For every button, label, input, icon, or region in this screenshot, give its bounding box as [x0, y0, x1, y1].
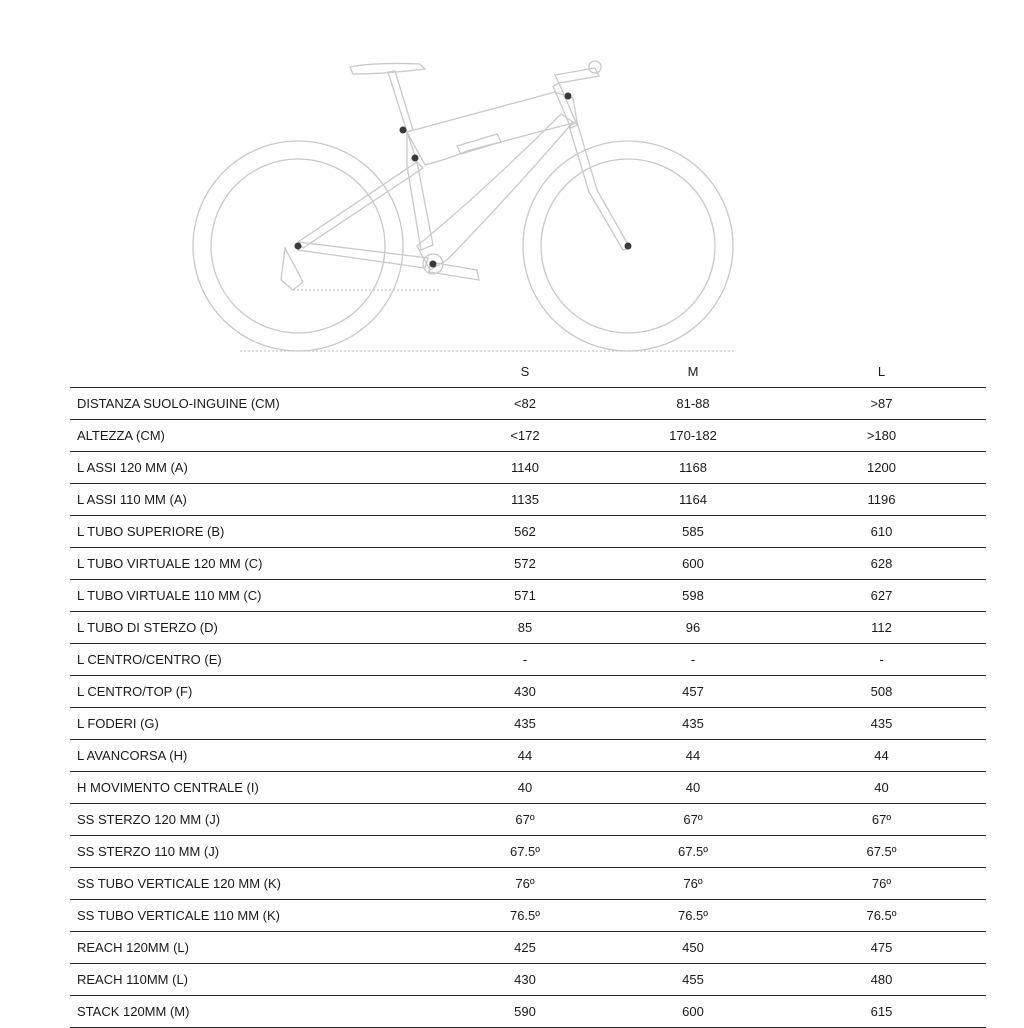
table-row — [70, 644, 986, 676]
value-size-s: 430 — [441, 676, 609, 708]
point-seat-tube — [412, 155, 419, 162]
table-row — [70, 868, 986, 900]
stem — [555, 68, 599, 83]
value-size-l: 1200 — [777, 452, 986, 484]
value-size-l: 475 — [777, 932, 986, 964]
value-size-m: 76º — [609, 868, 777, 900]
value-size-m: 455 — [609, 964, 777, 996]
row-label: SS TUBO VERTICALE 120 MM (K) — [70, 868, 441, 900]
point-seat-clamp — [400, 127, 407, 134]
header-size-l: L — [777, 356, 986, 388]
row-label: L TUBO SUPERIORE (B) — [70, 516, 441, 548]
header-size-m: M — [609, 356, 777, 388]
value-size-l: 112 — [777, 612, 986, 644]
down-tube — [417, 114, 573, 270]
value-size-s: 562 — [441, 516, 609, 548]
table-row — [70, 836, 986, 868]
value-size-s: 430 — [441, 964, 609, 996]
table-row — [70, 772, 986, 804]
rear-derailleur — [281, 248, 303, 290]
table-row — [70, 676, 986, 708]
handlebar — [589, 61, 601, 73]
seat-post — [388, 71, 413, 132]
crank-arm — [429, 262, 479, 280]
value-size-l: 435 — [777, 708, 986, 740]
top-tube — [407, 92, 577, 165]
row-label: STACK 120MM (M) — [70, 996, 441, 1028]
point-bottom-bracket — [430, 261, 437, 268]
value-size-s: 76º — [441, 868, 609, 900]
value-size-l: 610 — [777, 516, 986, 548]
point-rear-axle — [295, 243, 302, 250]
table-row — [70, 964, 986, 996]
value-size-m: 76.5º — [609, 900, 777, 932]
table-row — [70, 548, 986, 580]
value-size-m: 600 — [609, 996, 777, 1028]
value-size-l: >87 — [777, 388, 986, 420]
value-size-s: 67.5º — [441, 836, 609, 868]
geometry-table — [70, 356, 986, 1028]
table-row — [70, 740, 986, 772]
value-size-s: <172 — [441, 420, 609, 452]
value-size-l: 76.5º — [777, 900, 986, 932]
table-row — [70, 452, 986, 484]
table-row — [70, 612, 986, 644]
value-size-s: 85 — [441, 612, 609, 644]
value-size-s: 67º — [441, 804, 609, 836]
value-size-l: 40 — [777, 772, 986, 804]
value-size-s: 572 — [441, 548, 609, 580]
header-row — [70, 356, 986, 388]
table-row — [70, 708, 986, 740]
row-label: L ASSI 120 MM (A) — [70, 452, 441, 484]
value-size-s: 1140 — [441, 452, 609, 484]
rear-shock — [457, 134, 501, 154]
row-label: ALTEZZA (CM) — [70, 420, 441, 452]
row-label: L ASSI 110 MM (A) — [70, 484, 441, 516]
value-size-l: 67º — [777, 804, 986, 836]
row-label: L CENTRO/CENTRO (E) — [70, 644, 441, 676]
row-label: L TUBO VIRTUALE 110 MM (C) — [70, 580, 441, 612]
row-label: DISTANZA SUOLO-INGUINE (CM) — [70, 388, 441, 420]
row-label: SS TUBO VERTICALE 110 MM (K) — [70, 900, 441, 932]
value-size-s: 44 — [441, 740, 609, 772]
value-size-m: 1168 — [609, 452, 777, 484]
value-size-s: - — [441, 644, 609, 676]
table-row — [70, 516, 986, 548]
table-row — [70, 388, 986, 420]
table-row — [70, 580, 986, 612]
value-size-m: - — [609, 644, 777, 676]
chain-stay — [298, 242, 428, 268]
value-size-l: 1196 — [777, 484, 986, 516]
value-size-m: 1164 — [609, 484, 777, 516]
row-label: SS STERZO 110 MM (J) — [70, 836, 441, 868]
value-size-s: 571 — [441, 580, 609, 612]
value-size-m: 450 — [609, 932, 777, 964]
value-size-l: >180 — [777, 420, 986, 452]
table-row — [70, 900, 986, 932]
geometry-rows — [70, 388, 986, 1028]
seat-tube — [407, 132, 433, 250]
value-size-l: 480 — [777, 964, 986, 996]
value-size-m: 44 — [609, 740, 777, 772]
value-size-m: 96 — [609, 612, 777, 644]
row-label: REACH 110MM (L) — [70, 964, 441, 996]
row-label: H MOVIMENTO CENTRALE (I) — [70, 772, 441, 804]
value-size-m: 598 — [609, 580, 777, 612]
value-size-s: <82 — [441, 388, 609, 420]
seat-stay — [298, 162, 423, 248]
value-size-l: 508 — [777, 676, 986, 708]
point-head-top — [565, 93, 572, 100]
value-size-m: 585 — [609, 516, 777, 548]
row-label: L TUBO DI STERZO (D) — [70, 612, 441, 644]
table-row — [70, 484, 986, 516]
value-size-s: 435 — [441, 708, 609, 740]
row-label: SS STERZO 120 MM (J) — [70, 804, 441, 836]
value-size-s: 40 — [441, 772, 609, 804]
row-label: REACH 120MM (L) — [70, 932, 441, 964]
table-row — [70, 804, 986, 836]
header-label — [70, 356, 441, 388]
value-size-s: 425 — [441, 932, 609, 964]
table-row — [70, 420, 986, 452]
value-size-s: 76.5º — [441, 900, 609, 932]
value-size-m: 40 — [609, 772, 777, 804]
row-label: L AVANCORSA (H) — [70, 740, 441, 772]
head-tube — [553, 83, 577, 128]
value-size-m: 81-88 — [609, 388, 777, 420]
value-size-l: - — [777, 644, 986, 676]
table-row — [70, 996, 986, 1028]
value-size-l: 67.5º — [777, 836, 986, 868]
row-label: L CENTRO/TOP (F) — [70, 676, 441, 708]
table-row — [70, 932, 986, 964]
value-size-l: 76º — [777, 868, 986, 900]
value-size-l: 627 — [777, 580, 986, 612]
value-size-s: 590 — [441, 996, 609, 1028]
value-size-m: 457 — [609, 676, 777, 708]
bike-diagram — [185, 50, 745, 360]
row-label: L FODERI (G) — [70, 708, 441, 740]
value-size-l: 628 — [777, 548, 986, 580]
header-size-s: S — [441, 356, 609, 388]
value-size-m: 67º — [609, 804, 777, 836]
value-size-m: 67.5º — [609, 836, 777, 868]
value-size-l: 44 — [777, 740, 986, 772]
value-size-m: 600 — [609, 548, 777, 580]
value-size-l: 615 — [777, 996, 986, 1028]
point-front-axle — [625, 243, 632, 250]
value-size-m: 170-182 — [609, 420, 777, 452]
value-size-s: 1135 — [441, 484, 609, 516]
value-size-m: 435 — [609, 708, 777, 740]
row-label: L TUBO VIRTUALE 120 MM (C) — [70, 548, 441, 580]
